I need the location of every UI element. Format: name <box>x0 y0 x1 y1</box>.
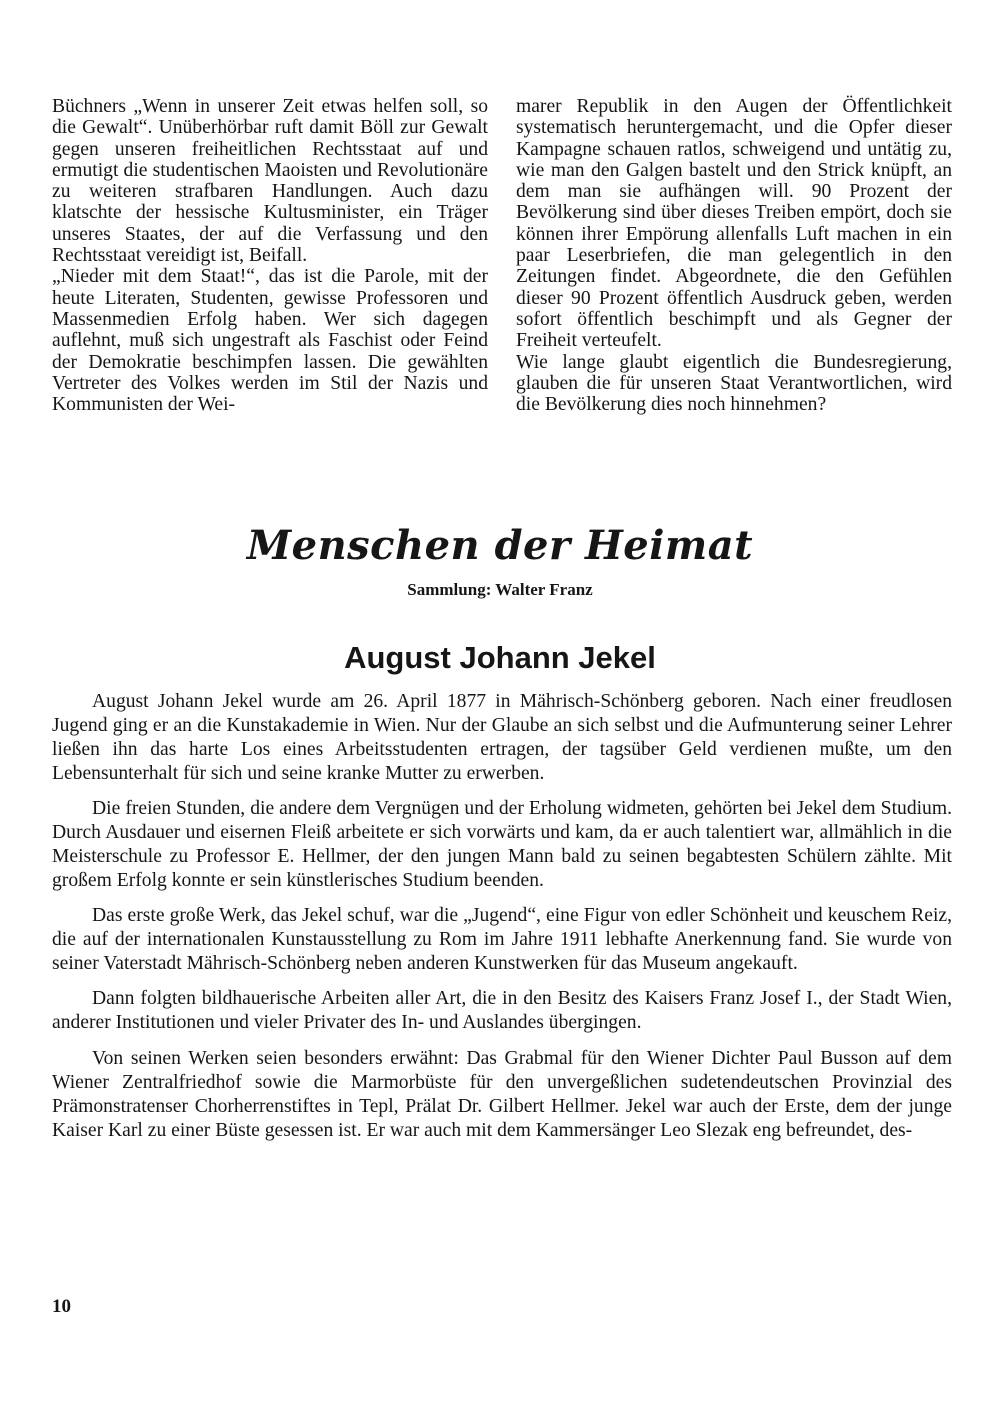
article-paragraph-5: Von seinen Werken seien besonders erwähnt: Das Grabmal für den Wiener Dichter Paul Busson auf dem Wiener Zentralfriedhof sowie die Marmorbüste für den unvergeßlichen sudetendeutschen Provinzial des Prämonstratenser Chorherrenstiftes in Tepl, Prälat Dr. Gilbert Hellmer. Jekel war auch der Erste, dem der junge Kaiser Karl zu einer Büste gesessen ist. Er war auch mit dem Kammersänger Leo Slezak eng befreundet, des- <box>52 1047 952 1141</box>
collection-line: Sammlung: Walter Franz <box>407 580 593 599</box>
article-paragraph-3: Das erste große Werk, das Jekel schuf, war die „Jugend“, eine Figur von edler Schönheit und keuschem Reiz, die auf der internationalen Kunstausstellung zu Rom im Jahre 1911 lebhafte Anerkennung fand. Sie wurde von seiner Vaterstadt Mährisch-Schönberg neben anderen Kunstwerken für das Museum angekauft. <box>52 905 952 975</box>
article-title: August Johann Jekel <box>344 640 656 675</box>
top-left-paragraph-1: Büchners „Wenn in unserer Zeit etwas helfen soll, so die Gewalt“. Unüberhörbar ruft damit Böll zur Gewalt gegen unseren freiheitlichen Rechtsstaat auf und ermutigt die studentischen Maoisten und Revolutionäre zu weiteren strafbaren Handlungen. Auch dazu klatschte der hessische Kultusminister, ein Träger unseres Staates, der auf die Verfassung und den Rechtsstaat vereidigt ist, Beifall. <box>52 96 488 267</box>
section-heading: Menschen der Heimat <box>246 522 754 569</box>
top-left-paragraph-2: „Nieder mit dem Staat!“, das ist die Parole, mit der heute Literaten, Studenten, gewisse Professoren und Massenmedien Erfolg haben. Wer sich dagegen auflehnt, muß sich ungestraft als Faschist oder Feind der Demokratie beschimpfen lassen. Die gewählten Vertreter des Volkes werden im Stil der Nazis und Kommunisten der Wei- <box>52 266 488 416</box>
article-body <box>52 690 952 1154</box>
top-right-column <box>516 96 952 415</box>
top-right-paragraph-2: Wie lange glaubt eigentlich die Bundesregierung, glauben die für unseren Staat Verantwortlichen, wird die Bevölkerung dies noch hinnehmen? <box>516 351 952 416</box>
article-paragraph-4: Dann folgten bildhauerische Arbeiten aller Art, die in den Besitz des Kaisers Franz Josef I., der Stadt Wien, anderer Institutionen und vieler Privater des In- und Auslandes übergingen. <box>52 988 952 1034</box>
page-number: 10 <box>52 1296 71 1317</box>
article-paragraph-2: Die freien Stunden, die andere dem Vergnügen und der Erholung widmeten, gehörten bei Jekel dem Studium. Durch Ausdauer und eisernen Fleiß arbeitete er sich vorwärts und kam, da er auch talentiert war, allmählich in die Meisterschule zu Professor E. Hellmer, der den jungen Mann bald zu seinen begabtesten Schülern zählte. Mit großem Erfolg konnte er sein künstlerisches Studium beenden. <box>52 798 952 891</box>
top-right-paragraph-1: marer Republik in den Augen der Öffentlichkeit systematisch heruntergemacht, und die Opfer dieser Kampagne schauen ratlos, schweigend und untätig zu, wie man den Galgen bastelt und den Strick knüpft, an dem man sie aufhängen will. 90 Prozent der Bevölkerung sind über dieses Treiben empört, doch sie können ihrer Empörung allenfalls Luft machen in ein paar Leserbriefen, die man gelegentlich in den Zeitungen findet. Abgeordnete, die den Gefühlen dieser 90 Prozent öffentlich Ausdruck geben, werden sofort öffentlich beschimpft und als Gegner der Freiheit verteufelt. <box>516 96 952 352</box>
top-left-column <box>52 96 488 415</box>
article-paragraph-1: August Johann Jekel wurde am 26. April 1877 in Mährisch-Schönberg geboren. Nach einer freudlosen Jugend ging er an die Kunstakademie in Wien. Nur der Glaube an sich selbst und die Aufmunterung seiner Lehrer ließen ihn das harte Los eines Arbeitsstudenten ertragen, der tagsüber Geld verdienen mußte, um den Lebensunterhalt für sich und seine kranke Mutter zu erwerben. <box>52 691 952 784</box>
